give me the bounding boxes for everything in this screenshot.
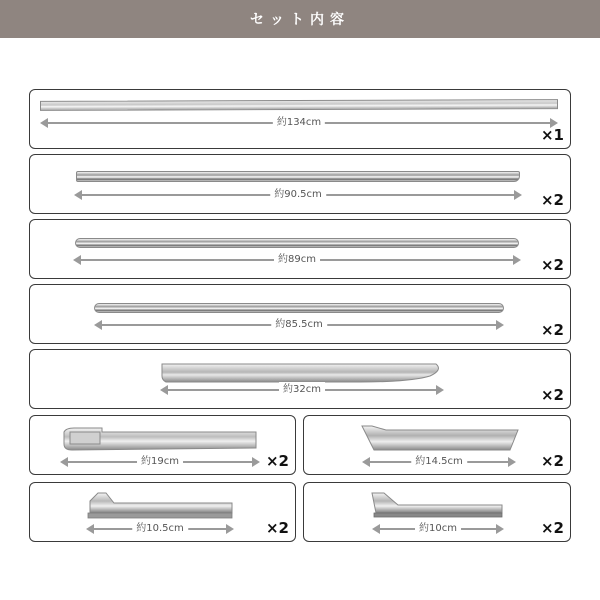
item-panel-6: [29, 415, 296, 475]
dimension-line-1: [42, 117, 556, 129]
dimension-line-4: [96, 319, 502, 331]
part-image-7: [360, 424, 520, 452]
part-image-5: [160, 362, 445, 384]
quantity-label-7: ×2: [540, 452, 564, 470]
quantity-label-1: ×1: [540, 126, 564, 144]
quantity-label-9: ×2: [540, 519, 564, 537]
item-panel-4: [29, 284, 571, 344]
dimension-line-5: [162, 384, 442, 396]
item-panel-9: [303, 482, 571, 542]
length-label-8: 約10.5cm: [132, 521, 188, 537]
item-panel-3: [29, 219, 571, 279]
dimension-line-2: [76, 189, 520, 201]
item-panel-2: [29, 154, 571, 214]
quantity-label-5: ×2: [540, 386, 564, 404]
length-label-1: 約134cm: [273, 115, 325, 131]
header-bar: [0, 0, 600, 38]
length-label-7: 約14.5cm: [411, 454, 467, 470]
length-label-9: 約10cm: [415, 521, 461, 537]
part-image-3: [75, 238, 519, 248]
part-image-9: [368, 491, 504, 519]
length-label-4: 約85.5cm: [271, 317, 327, 333]
part-image-2: [76, 171, 520, 182]
item-panel-5: [29, 349, 571, 409]
item-panel-8: [29, 482, 296, 542]
length-label-3: 約89cm: [274, 252, 320, 268]
item-panel-1: [29, 89, 571, 149]
dimension-line-7: [364, 456, 514, 468]
length-label-2: 約90.5cm: [270, 187, 326, 203]
quantity-label-3: ×2: [540, 256, 564, 274]
length-label-5: 約32cm: [279, 382, 325, 398]
quantity-label-6: ×2: [265, 452, 289, 470]
quantity-label-4: ×2: [540, 321, 564, 339]
part-image-8: [84, 491, 234, 521]
length-label-6: 約19cm: [137, 454, 183, 470]
quantity-label-8: ×2: [265, 519, 289, 537]
part-image-1: [40, 99, 558, 111]
dimension-line-8: [88, 523, 232, 535]
header-title: セット内容: [250, 12, 350, 28]
part-image-6: [62, 426, 258, 452]
dimension-line-9: [374, 523, 502, 535]
dimension-line-3: [75, 254, 519, 266]
item-panel-7: [303, 415, 571, 475]
dimension-line-6: [62, 456, 258, 468]
part-image-4: [94, 303, 504, 313]
quantity-label-2: ×2: [540, 191, 564, 209]
